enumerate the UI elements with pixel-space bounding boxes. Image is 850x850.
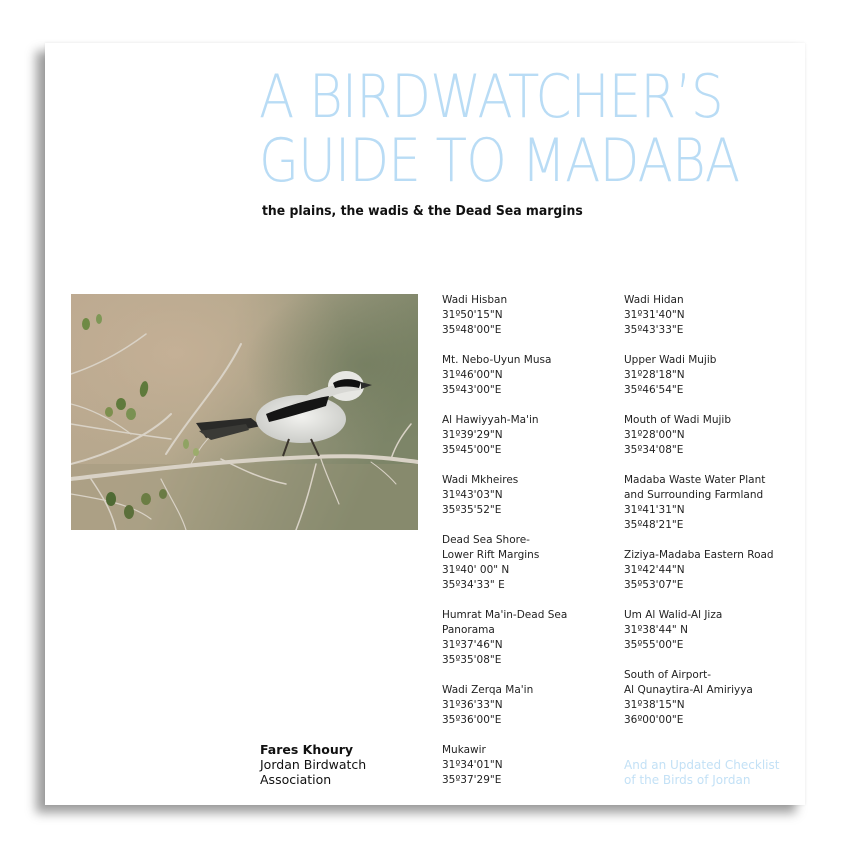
sites-column-left [442, 293, 620, 803]
site-entry [624, 353, 802, 398]
book-cover [45, 43, 805, 805]
site-name: Wadi Hisban [442, 294, 508, 306]
site-name: Upper Wadi Mujib [624, 354, 717, 366]
site-longitude: 35º35'52"E [442, 504, 502, 516]
site-name-continued: Al Qunaytira-Al Amiriyya [624, 684, 753, 696]
site-latitude: 31º28'00"N [624, 429, 685, 441]
site-latitude: 31º28'18"N [624, 369, 685, 381]
site-entry [624, 473, 802, 533]
shrike-photo-icon [71, 294, 418, 530]
site-longitude: 35º35'08"E [442, 654, 502, 666]
title-line-1: A BIRDWATCHER’S [259, 62, 723, 132]
site-entry [442, 743, 620, 788]
site-name: Wadi Hidan [624, 294, 684, 306]
site-longitude: 35º36'00"E [442, 714, 502, 726]
site-entry [442, 683, 620, 728]
site-name: Mouth of Wadi Mujib [624, 414, 731, 426]
site-name: South of Airport- [624, 669, 712, 681]
site-longitude: 35º48'00"E [442, 324, 502, 336]
site-entry [624, 608, 802, 653]
site-latitude: 31º34'01"N [442, 759, 503, 771]
site-longitude: 36º00'00"E [624, 714, 684, 726]
site-entry [442, 533, 620, 593]
site-latitude: 31º39'29"N [442, 429, 503, 441]
site-latitude: 31º38'44" N [624, 624, 688, 636]
author-organization-line-1: Jordan Birdwatch [260, 757, 367, 772]
site-longitude: 35º43'33"E [624, 324, 684, 336]
site-longitude: 35º34'33" E [442, 579, 505, 591]
site-entry [442, 413, 620, 458]
site-name: Dead Sea Shore- [442, 534, 530, 546]
site-entry [442, 353, 620, 398]
site-latitude: 31º37'46"N [442, 639, 503, 651]
site-entry [624, 548, 802, 593]
site-longitude: 35º43'00"E [442, 384, 502, 396]
site-name: Wadi Mkheires [442, 474, 519, 486]
sites-column-right [624, 293, 802, 743]
site-name-continued: Panorama [442, 624, 495, 636]
site-latitude: 31º31'40"N [624, 309, 685, 321]
site-name: Madaba Waste Water Plant [624, 474, 766, 486]
site-entry [624, 293, 802, 338]
author-block [260, 742, 366, 787]
site-entry [624, 413, 802, 458]
site-latitude: 31º40' 00" N [442, 564, 510, 576]
site-name: Um Al Walid-Al Jiza [624, 609, 723, 621]
site-entry [442, 608, 620, 668]
checklist-line-1: And an Updated Checklist [624, 758, 780, 772]
site-name: Mukawir [442, 744, 486, 756]
author-name: Fares Khoury [260, 742, 354, 757]
site-latitude: 31º43'03"N [442, 489, 503, 501]
site-longitude: 35º45'00"E [442, 444, 502, 456]
checklist-line-2: of the Birds of Jordan [624, 773, 751, 787]
site-latitude: 31º42'44"N [624, 564, 685, 576]
site-name-continued: and Surrounding Farmland [624, 489, 764, 501]
site-entry [442, 473, 620, 518]
site-name: Al Hawiyyah-Ma'in [442, 414, 539, 426]
site-longitude: 35º46'54"E [624, 384, 684, 396]
site-name: Humrat Ma'in-Dead Sea [442, 609, 568, 621]
site-latitude: 31º50'15"N [442, 309, 503, 321]
site-name: Wadi Zerqa Ma'in [442, 684, 534, 696]
site-longitude: 35º48'21"E [624, 519, 684, 531]
site-longitude: 35º53'07"E [624, 579, 684, 591]
bird-photo [71, 294, 418, 530]
checklist-note [624, 758, 779, 788]
site-longitude: 35º34'08"E [624, 444, 684, 456]
site-latitude: 31º41'31"N [624, 504, 685, 516]
site-longitude: 35º37'29"E [442, 774, 502, 786]
site-entry [442, 293, 620, 338]
site-entry [624, 668, 802, 728]
site-name: Ziziya-Madaba Eastern Road [624, 549, 774, 561]
site-latitude: 31º36'33"N [442, 699, 503, 711]
title-line-2: GUIDE TO MADABA [259, 126, 740, 196]
site-longitude: 35º55'00"E [624, 639, 684, 651]
site-name: Mt. Nebo-Uyun Musa [442, 354, 552, 366]
book-title [259, 62, 740, 196]
author-organization-line-2: Association [260, 772, 332, 787]
book-subtitle: the plains, the wadis & the Dead Sea margins [262, 203, 583, 219]
site-name-continued: Lower Rift Margins [442, 549, 540, 561]
site-latitude: 31º46'00"N [442, 369, 503, 381]
site-latitude: 31º38'15"N [624, 699, 685, 711]
